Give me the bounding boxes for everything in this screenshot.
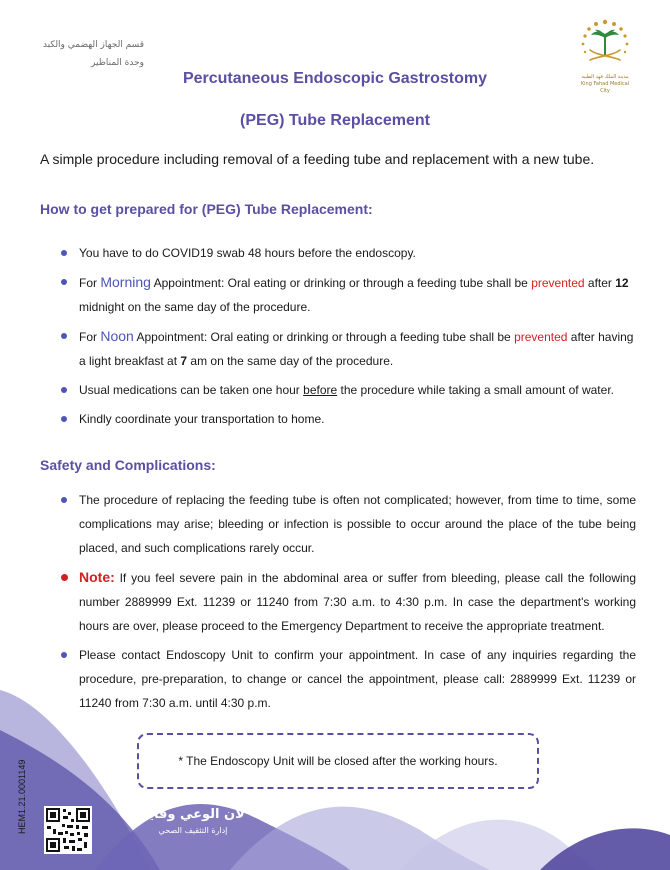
list-item-text: Kindly coordinate your transportation to home. [79,412,325,426]
time-bold: 12 [615,276,629,290]
list-item-text: the procedure while taking a small amount of water. [337,383,614,397]
logo-caption-english: King Fahad Medical City [580,81,630,94]
list-item-text: For [79,330,101,344]
list-item [60,378,636,402]
page-title-line1: Percutaneous Endoscopic Gastrostomy [182,70,488,87]
list-item [60,407,636,431]
safety-heading: Safety and Complications: [40,457,216,473]
list-item-text: For [79,276,101,290]
prevented-emphasis: prevented [531,276,585,290]
page-title-line2: (PEG) Tube Replacement [240,112,430,129]
before-underline: before [303,383,338,397]
slogan-main: لأن الوعي وقاية [141,807,245,822]
document-code: HEM1.21.0001149 [17,759,27,834]
list-item-text: after [584,276,616,290]
intro-text: A simple procedure including removal of a feeding tube and replacement with a new tube. [40,151,595,167]
list-item [60,643,636,715]
list-item-text: You have to do COVID19 swab 48 hours before the endoscopy. [79,246,416,260]
list-item-text: Please contact Endoscopy Unit to confirm your appointment. In case of any inquiries regarding the procedure, pre-preparation, to change or cancel the appointment, please call: 2889999 Ext. 11239 or 11240 from 7:30 a.m. until 4:30 p.m. [79,648,636,710]
list-item-text: after having a light breakfast at [79,330,634,368]
safety-list [60,488,636,720]
list-item-text: Appointment: Oral eating or drinking or through a feeding tube shall be [133,330,515,344]
department-header [14,36,144,72]
note-item [60,565,636,638]
list-item [60,488,636,560]
list-item [60,324,636,373]
qr-code-icon[interactable] [44,806,92,854]
time-bold: 7 [180,354,188,368]
list-item-text: am on the same day of the procedure. [187,354,394,368]
morning-highlight: Morning [100,274,151,290]
preparation-list [60,241,636,436]
list-item [60,270,636,319]
health-education-slogan [138,806,248,838]
preparation-heading: How to get prepared for (PEG) Tube Replacement: [40,201,373,217]
closure-notice-box [137,733,539,789]
note-text: If you feel severe pain in the abdominal area or suffer from bleeding, please call the following number 2889999 Ext. 11239 or 11240 from 7:30 a.m. to 4:30 p.m. In case the department's working hours are over, please proceed to the Emergency Department to receive the appropriate treatment. [79,571,636,633]
noon-highlight: Noon [100,328,134,344]
logo-caption-arabic: مدينة الملك فهد الطبية [581,74,629,80]
prevented-emphasis: prevented [514,330,568,344]
slogan-department: إدارة التثقيف الصحي [158,826,228,835]
closure-notice-text: * The Endoscopy Unit will be closed after the working hours. [178,754,498,768]
list-item-text: midnight on the same day of the procedure. [79,300,311,314]
list-item [60,241,636,265]
note-label: Note: [79,569,115,585]
department-name: قسم الجهاز الهضمي والكبد [42,40,144,50]
unit-name: وحدة المناظير [91,58,144,68]
list-item-text: Appointment: Oral eating or drinking or through a feeding tube shall be [150,276,532,290]
palm-swords-emblem-icon [576,16,634,74]
list-item-text: The procedure of replacing the feeding tube is often not complicated; however, from time to time, some complications may arise; bleeding or infection is possible to occur around the place of the tube being placed, and such complications rarely occur. [79,493,636,555]
list-item-text: Usual medications can be taken one hour [79,383,304,397]
